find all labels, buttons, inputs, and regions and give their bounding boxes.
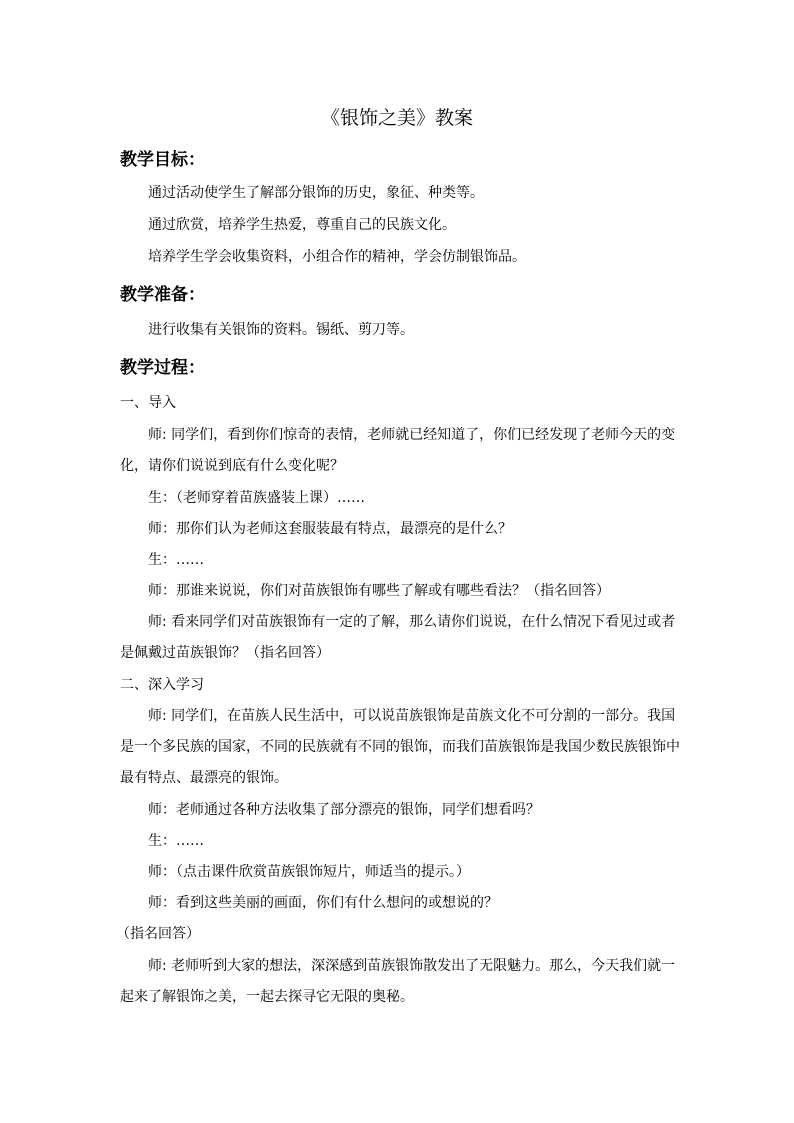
section-title-intro: 一、导入 — [120, 395, 176, 411]
paragraph-line: 师：（点击课件欣赏苗族银饰短片，师适当的提示。） — [148, 864, 470, 880]
heading-teaching-process: 教学过程： — [120, 358, 205, 378]
goal-item: 通过活动使学生了解部分银饰的历史，象征、种类等。 — [148, 185, 484, 201]
paragraph-line: 生：…… — [148, 552, 204, 568]
goal-item: 培养学生学会收集资料，小组合作的精神，学会仿制银饰品。 — [148, 249, 526, 265]
paragraph-line: 化，请你们说说到底有什么变化呢？ — [120, 458, 344, 474]
paragraph-line: 师: 看来同学们对苗族银饰有一定的了解，那么请你们说说，在什么情况下看见过或者 — [148, 614, 676, 630]
heading-teaching-goals: 教学目标： — [120, 150, 205, 170]
document-title: 《银饰之美》教案 — [320, 107, 473, 129]
paragraph-line: 生：…… — [148, 833, 204, 849]
paragraph-line: 师: 老师听到大家的想法，深深感到苗族银饰散发出了无限魅力。那么，今天我们就一 — [148, 958, 676, 974]
paragraph-line: 起来了解银饰之美，一起去探寻它无限的奥秘。 — [120, 989, 414, 1005]
paragraph-line: 是佩戴过苗族银饰？（指名回答） — [120, 645, 330, 661]
goal-item: 通过欣赏，培养学生热爱，尊重自己的民族文化。 — [148, 217, 456, 233]
paragraph-line: （指名回答） — [116, 926, 200, 942]
paragraph-line: 是一个多民族的国家，不同的民族就有不同的银饰，而我们苗族银饰是我国少数民族银饰中 — [120, 739, 680, 755]
paragraph-line: 师：那你们认为老师这套服装最有特点，最漂亮的是什么？ — [148, 521, 512, 537]
paragraph-line: 师: 同学们，看到你们惊奇的表情，老师就已经知道了，你们已经发现了老师今天的变 — [148, 427, 676, 443]
paragraph-line: 师：那谁来说说，你们对苗族银饰有哪些了解或有哪些看法？（指名回答） — [148, 583, 610, 599]
section-title-deep-learning: 二、深入学习 — [120, 677, 204, 693]
heading-teaching-prep: 教学准备： — [120, 285, 205, 305]
paragraph-line: 师: 同学们，在苗族人民生活中，可以说苗族银饰是苗族文化不可分割的一部分。我国 — [148, 708, 676, 724]
prep-item: 进行收集有关银饰的资料。锡纸、剪刀等。 — [148, 322, 414, 338]
paragraph-line: 师：看到这些美丽的画面，你们有什么想问的或想说的？ — [148, 895, 498, 911]
paragraph-line: 生：（老师穿着苗族盛装上课）…… — [148, 490, 365, 506]
paragraph-line: 师：老师通过各种方法收集了部分漂亮的银饰，同学们想看吗？ — [148, 802, 540, 818]
paragraph-line: 最有特点、最漂亮的银饰。 — [120, 770, 288, 786]
